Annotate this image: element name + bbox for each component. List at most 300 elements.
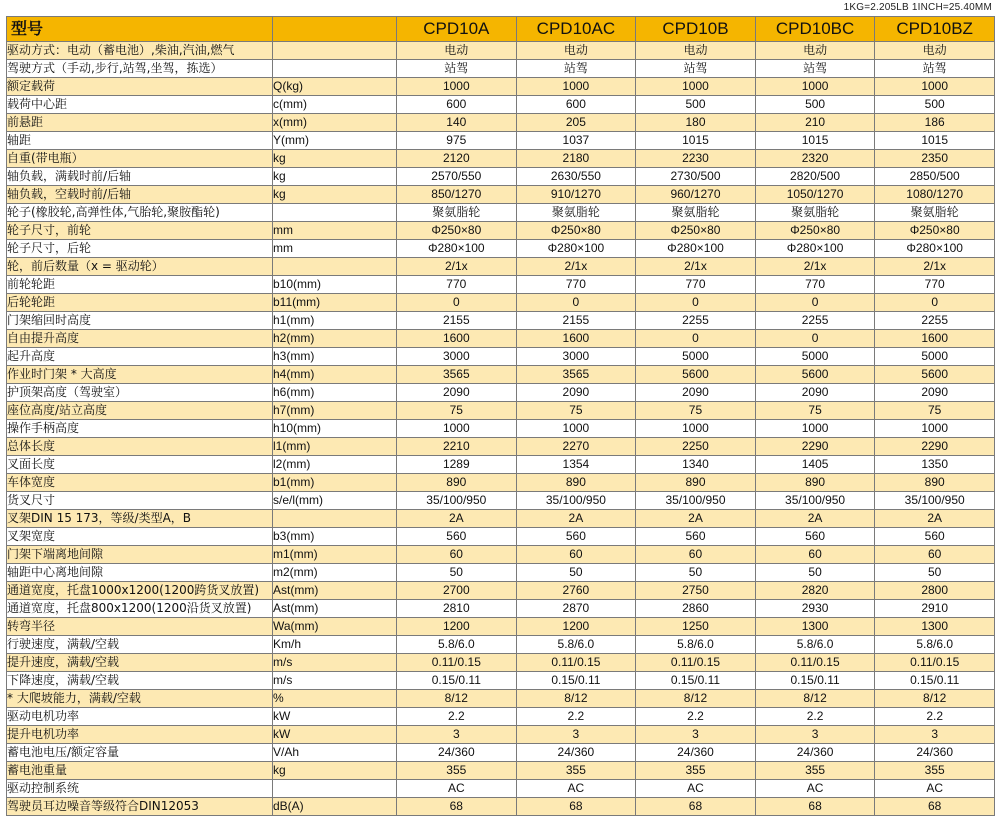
spec-unit-cell: h7(mm) — [273, 402, 397, 420]
spec-value-cell: 2230 — [636, 150, 756, 168]
spec-value-cell: 355 — [636, 762, 756, 780]
spec-value-cell: Φ250×80 — [755, 222, 875, 240]
table-row — [7, 510, 995, 528]
spec-value-cell: 2350 — [875, 150, 995, 168]
spec-value-cell: 770 — [755, 276, 875, 294]
spec-value-cell: 60 — [636, 546, 756, 564]
table-row — [7, 438, 995, 456]
spec-unit-cell: b10(mm) — [273, 276, 397, 294]
spec-value-cell: 站驾 — [397, 60, 517, 78]
spec-unit-cell: m/s — [273, 672, 397, 690]
spec-value-cell: 2.2 — [755, 708, 875, 726]
table-row — [7, 78, 995, 96]
table-row — [7, 546, 995, 564]
spec-value-cell: 2910 — [875, 600, 995, 618]
spec-value-cell: 1289 — [397, 456, 517, 474]
table-row — [7, 528, 995, 546]
spec-value-cell: 2.2 — [516, 708, 636, 726]
spec-value-cell: 2255 — [755, 312, 875, 330]
spec-value-cell: Φ280×100 — [397, 240, 517, 258]
spec-name-cell: 轮子(橡胶轮,高弹性体,气胎轮,聚胺酯轮) — [7, 204, 273, 222]
spec-value-cell: 8/12 — [755, 690, 875, 708]
spec-value-cell: 0.11/0.15 — [397, 654, 517, 672]
spec-value-cell: AC — [516, 780, 636, 798]
spec-value-cell: 770 — [397, 276, 517, 294]
spec-value-cell: 2810 — [397, 600, 517, 618]
spec-value-cell: 68 — [397, 798, 517, 816]
spec-value-cell: 5.8/6.0 — [755, 636, 875, 654]
spec-name-cell: 驱动控制系统 — [7, 780, 273, 798]
spec-unit-cell: x(mm) — [273, 114, 397, 132]
spec-name-cell: 下降速度，满载/空载 — [7, 672, 273, 690]
spec-value-cell: 50 — [755, 564, 875, 582]
spec-unit-cell: kg — [273, 150, 397, 168]
spec-value-cell: 2/1x — [755, 258, 875, 276]
table-row — [7, 474, 995, 492]
spec-value-cell: 电动 — [636, 42, 756, 60]
spec-value-cell: 75 — [875, 402, 995, 420]
spec-value-cell: 2570/550 — [397, 168, 517, 186]
spec-value-cell: 890 — [875, 474, 995, 492]
spec-value-cell: 2870 — [516, 600, 636, 618]
spec-name-cell: 后轮轮距 — [7, 294, 273, 312]
spec-name-cell: 驾驶方式（手动,步行,站驾,坐驾，拣选） — [7, 60, 273, 78]
spec-value-cell: 站驾 — [516, 60, 636, 78]
table-row — [7, 744, 995, 762]
spec-name-cell: 自由提升高度 — [7, 330, 273, 348]
spec-value-cell: 2090 — [397, 384, 517, 402]
spec-value-cell: 910/1270 — [516, 186, 636, 204]
spec-value-cell: 24/360 — [636, 744, 756, 762]
spec-value-cell: 2090 — [516, 384, 636, 402]
model-header: CPD10B — [636, 17, 756, 42]
spec-value-cell: 0.15/0.11 — [875, 672, 995, 690]
spec-name-cell: 叉面长度 — [7, 456, 273, 474]
spec-name-cell: 提升速度，满载/空载 — [7, 654, 273, 672]
spec-value-cell: 2090 — [636, 384, 756, 402]
spec-value-cell: 35/100/950 — [397, 492, 517, 510]
spec-unit-cell: h3(mm) — [273, 348, 397, 366]
spec-value-cell: 2730/500 — [636, 168, 756, 186]
model-header: CPD10BC — [755, 17, 875, 42]
spec-name-cell: 驾驶员耳边噪音等级符合DIN12053 — [7, 798, 273, 816]
table-row — [7, 618, 995, 636]
spec-unit-cell: V/Ah — [273, 744, 397, 762]
spec-value-cell: 560 — [397, 528, 517, 546]
model-header: CPD10AC — [516, 17, 636, 42]
spec-value-cell: 186 — [875, 114, 995, 132]
table-row — [7, 168, 995, 186]
spec-name-cell: 轴负载，空载时前/后轴 — [7, 186, 273, 204]
spec-value-cell: 5000 — [875, 348, 995, 366]
spec-value-cell: 2155 — [516, 312, 636, 330]
spec-value-cell: 600 — [516, 96, 636, 114]
spec-value-cell: 0.15/0.11 — [755, 672, 875, 690]
spec-unit-cell: % — [273, 690, 397, 708]
spec-value-cell: 1000 — [636, 78, 756, 96]
table-row — [7, 366, 995, 384]
table-row — [7, 150, 995, 168]
spec-value-cell: 850/1270 — [397, 186, 517, 204]
spec-value-cell: 960/1270 — [636, 186, 756, 204]
spec-value-cell: 50 — [397, 564, 517, 582]
spec-value-cell: 355 — [875, 762, 995, 780]
spec-value-cell: 68 — [755, 798, 875, 816]
spec-value-cell: 2A — [397, 510, 517, 528]
spec-name-cell: 轴距中心离地间隙 — [7, 564, 273, 582]
spec-unit-cell: h2(mm) — [273, 330, 397, 348]
table-row — [7, 294, 995, 312]
spec-name-cell: 操作手柄高度 — [7, 420, 273, 438]
spec-value-cell: Φ250×80 — [397, 222, 517, 240]
spec-value-cell: 3000 — [397, 348, 517, 366]
spec-value-cell: 3 — [397, 726, 517, 744]
spec-unit-cell — [273, 510, 397, 528]
spec-value-cell: Φ280×100 — [875, 240, 995, 258]
spec-value-cell: 2255 — [875, 312, 995, 330]
spec-value-cell: 0.11/0.15 — [875, 654, 995, 672]
spec-value-cell: 1080/1270 — [875, 186, 995, 204]
spec-value-cell: 电动 — [755, 42, 875, 60]
spec-value-cell: 890 — [516, 474, 636, 492]
spec-unit-cell: h4(mm) — [273, 366, 397, 384]
spec-name-cell: 轮子尺寸，前轮 — [7, 222, 273, 240]
spec-value-cell: 0 — [397, 294, 517, 312]
table-row — [7, 690, 995, 708]
spec-value-cell: 8/12 — [875, 690, 995, 708]
spec-value-cell: 890 — [636, 474, 756, 492]
spec-value-cell: 560 — [755, 528, 875, 546]
spec-value-cell: Φ280×100 — [636, 240, 756, 258]
spec-value-cell: 3 — [875, 726, 995, 744]
table-row — [7, 636, 995, 654]
table-row — [7, 402, 995, 420]
spec-value-cell: 2.2 — [875, 708, 995, 726]
spec-unit-cell — [273, 780, 397, 798]
spec-value-cell: 50 — [636, 564, 756, 582]
spec-value-cell: 1000 — [755, 78, 875, 96]
spec-value-cell: 2760 — [516, 582, 636, 600]
spec-value-cell: 770 — [875, 276, 995, 294]
spec-unit-cell: b1(mm) — [273, 474, 397, 492]
spec-value-cell: 1600 — [397, 330, 517, 348]
spec-unit-cell: kg — [273, 168, 397, 186]
spec-unit-cell: mm — [273, 240, 397, 258]
spec-value-cell: 1000 — [397, 420, 517, 438]
spec-name-cell: 蓄电池电压/额定容量 — [7, 744, 273, 762]
spec-name-cell: 轴距 — [7, 132, 273, 150]
spec-value-cell: 1000 — [397, 78, 517, 96]
spec-unit-cell: kg — [273, 186, 397, 204]
spec-value-cell: 2A — [516, 510, 636, 528]
spec-value-cell: 24/360 — [755, 744, 875, 762]
spec-value-cell: 5.8/6.0 — [636, 636, 756, 654]
table-row — [7, 312, 995, 330]
spec-value-cell: 3000 — [516, 348, 636, 366]
spec-value-cell: 24/360 — [875, 744, 995, 762]
spec-value-cell: 1340 — [636, 456, 756, 474]
spec-value-cell: 1350 — [875, 456, 995, 474]
table-row — [7, 672, 995, 690]
table-row — [7, 564, 995, 582]
spec-value-cell: 电动 — [397, 42, 517, 60]
spec-unit-cell: h1(mm) — [273, 312, 397, 330]
spec-value-cell: 205 — [516, 114, 636, 132]
spec-value-cell: 3 — [636, 726, 756, 744]
spec-name-cell: 轴负载，满载时前/后轴 — [7, 168, 273, 186]
table-row — [7, 456, 995, 474]
spec-value-cell: 2/1x — [516, 258, 636, 276]
table-row — [7, 114, 995, 132]
unit-conversion-note: 1KG=2.205LB 1INCH=25.40MM — [843, 2, 992, 13]
spec-name-cell: 叉架DIN 15 173，等级/类型A，B — [7, 510, 273, 528]
spec-value-cell: 560 — [875, 528, 995, 546]
model-header: CPD10A — [397, 17, 517, 42]
spec-value-cell: 24/360 — [516, 744, 636, 762]
spec-value-cell: 24/360 — [397, 744, 517, 762]
spec-value-cell: 1015 — [755, 132, 875, 150]
spec-value-cell: 0.11/0.15 — [516, 654, 636, 672]
spec-name-cell: 车体宽度 — [7, 474, 273, 492]
table-row — [7, 204, 995, 222]
table-row — [7, 420, 995, 438]
spec-unit-cell: Km/h — [273, 636, 397, 654]
spec-value-cell: 5600 — [875, 366, 995, 384]
spec-value-cell: 500 — [875, 96, 995, 114]
spec-value-cell: 50 — [875, 564, 995, 582]
spec-value-cell: 2320 — [755, 150, 875, 168]
spec-value-cell: 75 — [516, 402, 636, 420]
spec-value-cell: Φ250×80 — [636, 222, 756, 240]
spec-value-cell: 站驾 — [875, 60, 995, 78]
spec-value-cell: 770 — [636, 276, 756, 294]
spec-value-cell: 2250 — [636, 438, 756, 456]
spec-value-cell: 60 — [755, 546, 875, 564]
spec-unit-cell: l1(mm) — [273, 438, 397, 456]
spec-unit-cell: m/s — [273, 654, 397, 672]
table-row — [7, 708, 995, 726]
spec-name-cell: 驱动方式：电动（蓄电池）,柴油,汽油,燃气 — [7, 42, 273, 60]
spec-unit-cell: m1(mm) — [273, 546, 397, 564]
spec-value-cell: 35/100/950 — [516, 492, 636, 510]
spec-unit-cell: l2(mm) — [273, 456, 397, 474]
spec-value-cell: 2750 — [636, 582, 756, 600]
spec-unit-cell: s/e/l(mm) — [273, 492, 397, 510]
spec-value-cell: 1000 — [875, 78, 995, 96]
spec-value-cell: 2850/500 — [875, 168, 995, 186]
spec-value-cell: 75 — [755, 402, 875, 420]
table-row — [7, 240, 995, 258]
spec-value-cell: 聚氨脂轮 — [636, 204, 756, 222]
spec-name-cell: 起升高度 — [7, 348, 273, 366]
spec-value-cell: 0.15/0.11 — [397, 672, 517, 690]
spec-value-cell: 2155 — [397, 312, 517, 330]
spec-value-cell: 聚氨脂轮 — [516, 204, 636, 222]
spec-name-cell: 通道宽度，托盘1000x1200(1200跨货叉放置) — [7, 582, 273, 600]
spec-value-cell: 35/100/950 — [636, 492, 756, 510]
table-row — [7, 96, 995, 114]
spec-value-cell: 560 — [636, 528, 756, 546]
spec-table — [6, 16, 995, 816]
spec-name-cell: 叉架宽度 — [7, 528, 273, 546]
spec-unit-cell — [273, 204, 397, 222]
spec-value-cell: 0 — [755, 294, 875, 312]
spec-name-cell: 作业时门架 * 大高度 — [7, 366, 273, 384]
spec-name-cell: 额定载荷 — [7, 78, 273, 96]
spec-value-cell: 2090 — [875, 384, 995, 402]
spec-unit-cell: Y(mm) — [273, 132, 397, 150]
spec-unit-cell: Ast(mm) — [273, 582, 397, 600]
spec-value-cell: 3565 — [397, 366, 517, 384]
spec-unit-cell: h6(mm) — [273, 384, 397, 402]
spec-value-cell: 1015 — [636, 132, 756, 150]
spec-value-cell: 0.11/0.15 — [755, 654, 875, 672]
spec-unit-cell — [273, 60, 397, 78]
spec-value-cell: 1000 — [755, 420, 875, 438]
table-row — [7, 186, 995, 204]
spec-value-cell: 500 — [636, 96, 756, 114]
spec-value-cell: 0.11/0.15 — [636, 654, 756, 672]
spec-value-cell: 68 — [636, 798, 756, 816]
spec-value-cell: 1037 — [516, 132, 636, 150]
spec-value-cell: AC — [875, 780, 995, 798]
spec-unit-cell — [273, 42, 397, 60]
spec-name-cell: 轮，前后数量（x = 驱动轮） — [7, 258, 273, 276]
spec-value-cell: 5.8/6.0 — [397, 636, 517, 654]
spec-value-cell: 5600 — [755, 366, 875, 384]
spec-value-cell: 电动 — [516, 42, 636, 60]
spec-value-cell: Φ250×80 — [875, 222, 995, 240]
spec-value-cell: 1600 — [875, 330, 995, 348]
spec-value-cell: Φ250×80 — [516, 222, 636, 240]
spec-value-cell: 2A — [755, 510, 875, 528]
spec-value-cell: 1600 — [516, 330, 636, 348]
spec-unit-cell: Q(kg) — [273, 78, 397, 96]
spec-value-cell: 890 — [397, 474, 517, 492]
spec-value-cell: 2A — [875, 510, 995, 528]
spec-value-cell: AC — [636, 780, 756, 798]
spec-unit-cell: Wa(mm) — [273, 618, 397, 636]
spec-value-cell: 1000 — [636, 420, 756, 438]
table-row — [7, 762, 995, 780]
spec-name-cell: 轮子尺寸，后轮 — [7, 240, 273, 258]
spec-unit-cell: kW — [273, 726, 397, 744]
spec-value-cell: 8/12 — [636, 690, 756, 708]
table-row — [7, 258, 995, 276]
spec-value-cell: 1250 — [636, 618, 756, 636]
header-row — [7, 17, 995, 42]
spec-name-cell: 门架缩回时高度 — [7, 312, 273, 330]
spec-value-cell: 聚氨脂轮 — [875, 204, 995, 222]
spec-value-cell: 站驾 — [755, 60, 875, 78]
spec-value-cell: 1200 — [397, 618, 517, 636]
spec-name-cell: 通道宽度，托盘800x1200(1200沿货叉放置) — [7, 600, 273, 618]
table-row — [7, 726, 995, 744]
spec-value-cell: 2/1x — [636, 258, 756, 276]
spec-value-cell: 2180 — [516, 150, 636, 168]
spec-unit-cell: Ast(mm) — [273, 600, 397, 618]
spec-name-cell: 总体长度 — [7, 438, 273, 456]
spec-value-cell: 8/12 — [397, 690, 517, 708]
spec-value-cell: 35/100/950 — [875, 492, 995, 510]
spec-value-cell: 5.8/6.0 — [875, 636, 995, 654]
spec-value-cell: 1000 — [516, 78, 636, 96]
spec-value-cell: 2700 — [397, 582, 517, 600]
table-row — [7, 276, 995, 294]
spec-value-cell: 5000 — [636, 348, 756, 366]
spec-value-cell: 75 — [397, 402, 517, 420]
spec-name-cell: 转弯半径 — [7, 618, 273, 636]
spec-value-cell: 3 — [516, 726, 636, 744]
spec-value-cell: 890 — [755, 474, 875, 492]
table-row — [7, 330, 995, 348]
spec-value-cell: 2820/500 — [755, 168, 875, 186]
table-row — [7, 132, 995, 150]
spec-unit-cell — [273, 258, 397, 276]
spec-value-cell: 2255 — [636, 312, 756, 330]
spec-value-cell: 8/12 — [516, 690, 636, 708]
spec-value-cell: 1300 — [755, 618, 875, 636]
table-row — [7, 492, 995, 510]
spec-value-cell: 0 — [516, 294, 636, 312]
spec-value-cell: 站驾 — [636, 60, 756, 78]
spec-value-cell: 2.2 — [636, 708, 756, 726]
spec-value-cell: 1300 — [875, 618, 995, 636]
spec-value-cell: 0.15/0.11 — [516, 672, 636, 690]
spec-value-cell: 2820 — [755, 582, 875, 600]
spec-name-cell: 驱动电机功率 — [7, 708, 273, 726]
spec-value-cell: 210 — [755, 114, 875, 132]
spec-value-cell: AC — [755, 780, 875, 798]
spec-value-cell: 1050/1270 — [755, 186, 875, 204]
table-row — [7, 600, 995, 618]
spec-value-cell: 2090 — [755, 384, 875, 402]
header-unit — [273, 17, 397, 42]
spec-value-cell: 3565 — [516, 366, 636, 384]
spec-value-cell: 3 — [755, 726, 875, 744]
spec-name-cell: 自重(带电瓶） — [7, 150, 273, 168]
spec-value-cell: 60 — [397, 546, 517, 564]
spec-value-cell: 770 — [516, 276, 636, 294]
spec-value-cell: 2860 — [636, 600, 756, 618]
spec-name-cell: 前轮轮距 — [7, 276, 273, 294]
spec-name-cell: 前悬距 — [7, 114, 273, 132]
spec-value-cell: 560 — [516, 528, 636, 546]
spec-value-cell: 2210 — [397, 438, 517, 456]
spec-unit-cell: m2(mm) — [273, 564, 397, 582]
spec-value-cell: 68 — [875, 798, 995, 816]
spec-value-cell: 975 — [397, 132, 517, 150]
header-title: 型号 — [7, 17, 273, 42]
spec-value-cell: 50 — [516, 564, 636, 582]
spec-value-cell: AC — [397, 780, 517, 798]
model-header: CPD10BZ — [875, 17, 995, 42]
table-row — [7, 582, 995, 600]
spec-name-cell: * 大爬坡能力，满载/空载 — [7, 690, 273, 708]
spec-value-cell: 2930 — [755, 600, 875, 618]
table-row — [7, 42, 995, 60]
spec-name-cell: 门架下端离地间隙 — [7, 546, 273, 564]
spec-name-cell: 护顶架高度（驾驶室） — [7, 384, 273, 402]
table-row — [7, 384, 995, 402]
spec-unit-cell: h10(mm) — [273, 420, 397, 438]
spec-value-cell: 0.15/0.11 — [636, 672, 756, 690]
spec-value-cell: 60 — [875, 546, 995, 564]
spec-name-cell: 座位高度/站立高度 — [7, 402, 273, 420]
spec-value-cell: 60 — [516, 546, 636, 564]
spec-value-cell: 5.8/6.0 — [516, 636, 636, 654]
table-row — [7, 654, 995, 672]
